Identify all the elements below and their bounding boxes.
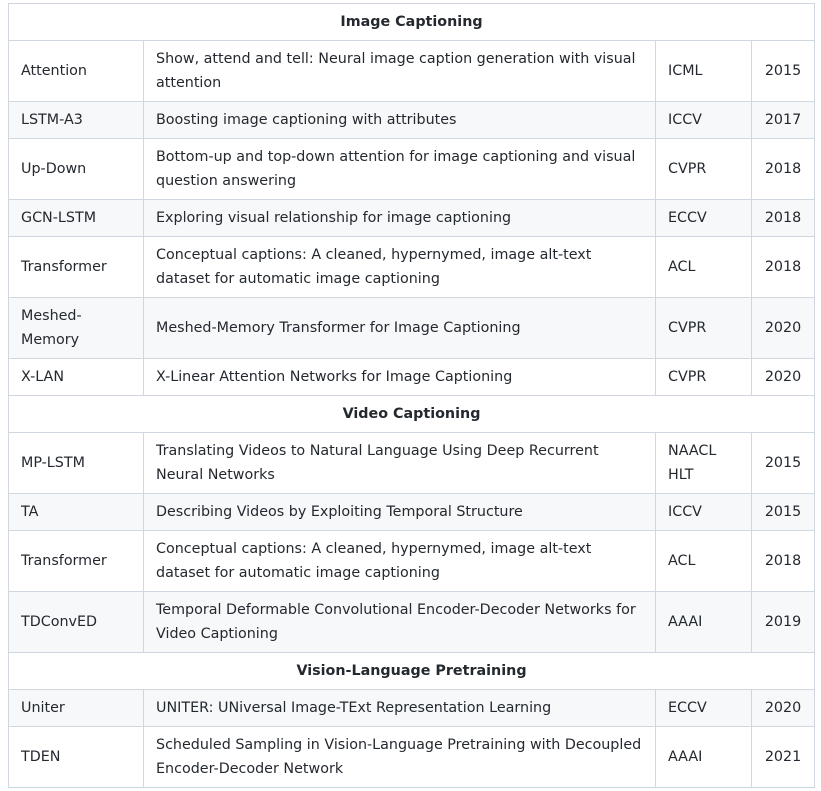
venue-cell: ECCV <box>656 200 752 237</box>
paper-title-cell: Scheduled Sampling in Vision-Language Pretraining with Decoupled Encoder-Decoder Network <box>144 727 656 788</box>
table-row <box>9 41 815 102</box>
section-title: Image Captioning <box>9 4 815 41</box>
method-cell: Meshed-Memory <box>9 298 144 359</box>
table-row <box>9 531 815 592</box>
method-cell: MP-LSTM <box>9 433 144 494</box>
section-header-row <box>9 4 815 41</box>
section-title: Video Captioning <box>9 396 815 433</box>
table-row <box>9 102 815 139</box>
venue-cell: CVPR <box>656 139 752 200</box>
year-cell: 2015 <box>752 494 815 531</box>
method-cell: GCN-LSTM <box>9 200 144 237</box>
year-cell: 2018 <box>752 237 815 298</box>
year-cell: 2018 <box>752 200 815 237</box>
year-cell: 2015 <box>752 41 815 102</box>
table-row <box>9 359 815 396</box>
method-cell: Transformer <box>9 237 144 298</box>
table-row <box>9 727 815 788</box>
paper-title-cell: Bottom-up and top-down attention for image captioning and visual question answering <box>144 139 656 200</box>
table-row <box>9 298 815 359</box>
section-title: Vision-Language Pretraining <box>9 653 815 690</box>
paper-title-cell: Temporal Deformable Convolutional Encoder-Decoder Networks for Video Captioning <box>144 592 656 653</box>
venue-cell: ACL <box>656 531 752 592</box>
venue-cell: ICCV <box>656 102 752 139</box>
venue-cell: AAAI <box>656 592 752 653</box>
paper-title-cell: Describing Videos by Exploiting Temporal Structure <box>144 494 656 531</box>
method-cell: TA <box>9 494 144 531</box>
method-cell: TDEN <box>9 727 144 788</box>
venue-cell: ICCV <box>656 494 752 531</box>
paper-title-cell: Boosting image captioning with attributes <box>144 102 656 139</box>
table-row <box>9 494 815 531</box>
section-header-row <box>9 396 815 433</box>
year-cell: 2020 <box>752 298 815 359</box>
year-cell: 2015 <box>752 433 815 494</box>
paper-title-cell: Exploring visual relationship for image captioning <box>144 200 656 237</box>
year-cell: 2021 <box>752 727 815 788</box>
method-cell: LSTM-A3 <box>9 102 144 139</box>
venue-cell: NAACL HLT <box>656 433 752 494</box>
method-cell: X-LAN <box>9 359 144 396</box>
table-row <box>9 237 815 298</box>
method-cell: Attention <box>9 41 144 102</box>
paper-title-cell: Translating Videos to Natural Language Using Deep Recurrent Neural Networks <box>144 433 656 494</box>
year-cell: 2020 <box>752 359 815 396</box>
year-cell: 2018 <box>752 139 815 200</box>
year-cell: 2019 <box>752 592 815 653</box>
paper-title-cell: Conceptual captions: A cleaned, hypernymed, image alt-text dataset for automatic image captioning <box>144 531 656 592</box>
table-row <box>9 433 815 494</box>
venue-cell: ACL <box>656 237 752 298</box>
venue-cell: ECCV <box>656 690 752 727</box>
year-cell: 2020 <box>752 690 815 727</box>
paper-title-cell: Conceptual captions: A cleaned, hypernymed, image alt-text dataset for automatic image captioning <box>144 237 656 298</box>
papers-table-body <box>9 4 815 788</box>
venue-cell: CVPR <box>656 359 752 396</box>
table-row <box>9 592 815 653</box>
venue-cell: ICML <box>656 41 752 102</box>
method-cell: TDConvED <box>9 592 144 653</box>
method-cell: Transformer <box>9 531 144 592</box>
method-cell: Uniter <box>9 690 144 727</box>
method-cell: Up-Down <box>9 139 144 200</box>
table-row <box>9 139 815 200</box>
table-row <box>9 690 815 727</box>
year-cell: 2018 <box>752 531 815 592</box>
venue-cell: AAAI <box>656 727 752 788</box>
table-row <box>9 200 815 237</box>
paper-title-cell: X-Linear Attention Networks for Image Captioning <box>144 359 656 396</box>
venue-cell: CVPR <box>656 298 752 359</box>
section-header-row <box>9 653 815 690</box>
paper-title-cell: Meshed-Memory Transformer for Image Captioning <box>144 298 656 359</box>
papers-table <box>8 3 815 788</box>
year-cell: 2017 <box>752 102 815 139</box>
paper-title-cell: UNITER: UNiversal Image-TExt Representation Learning <box>144 690 656 727</box>
paper-title-cell: Show, attend and tell: Neural image caption generation with visual attention <box>144 41 656 102</box>
